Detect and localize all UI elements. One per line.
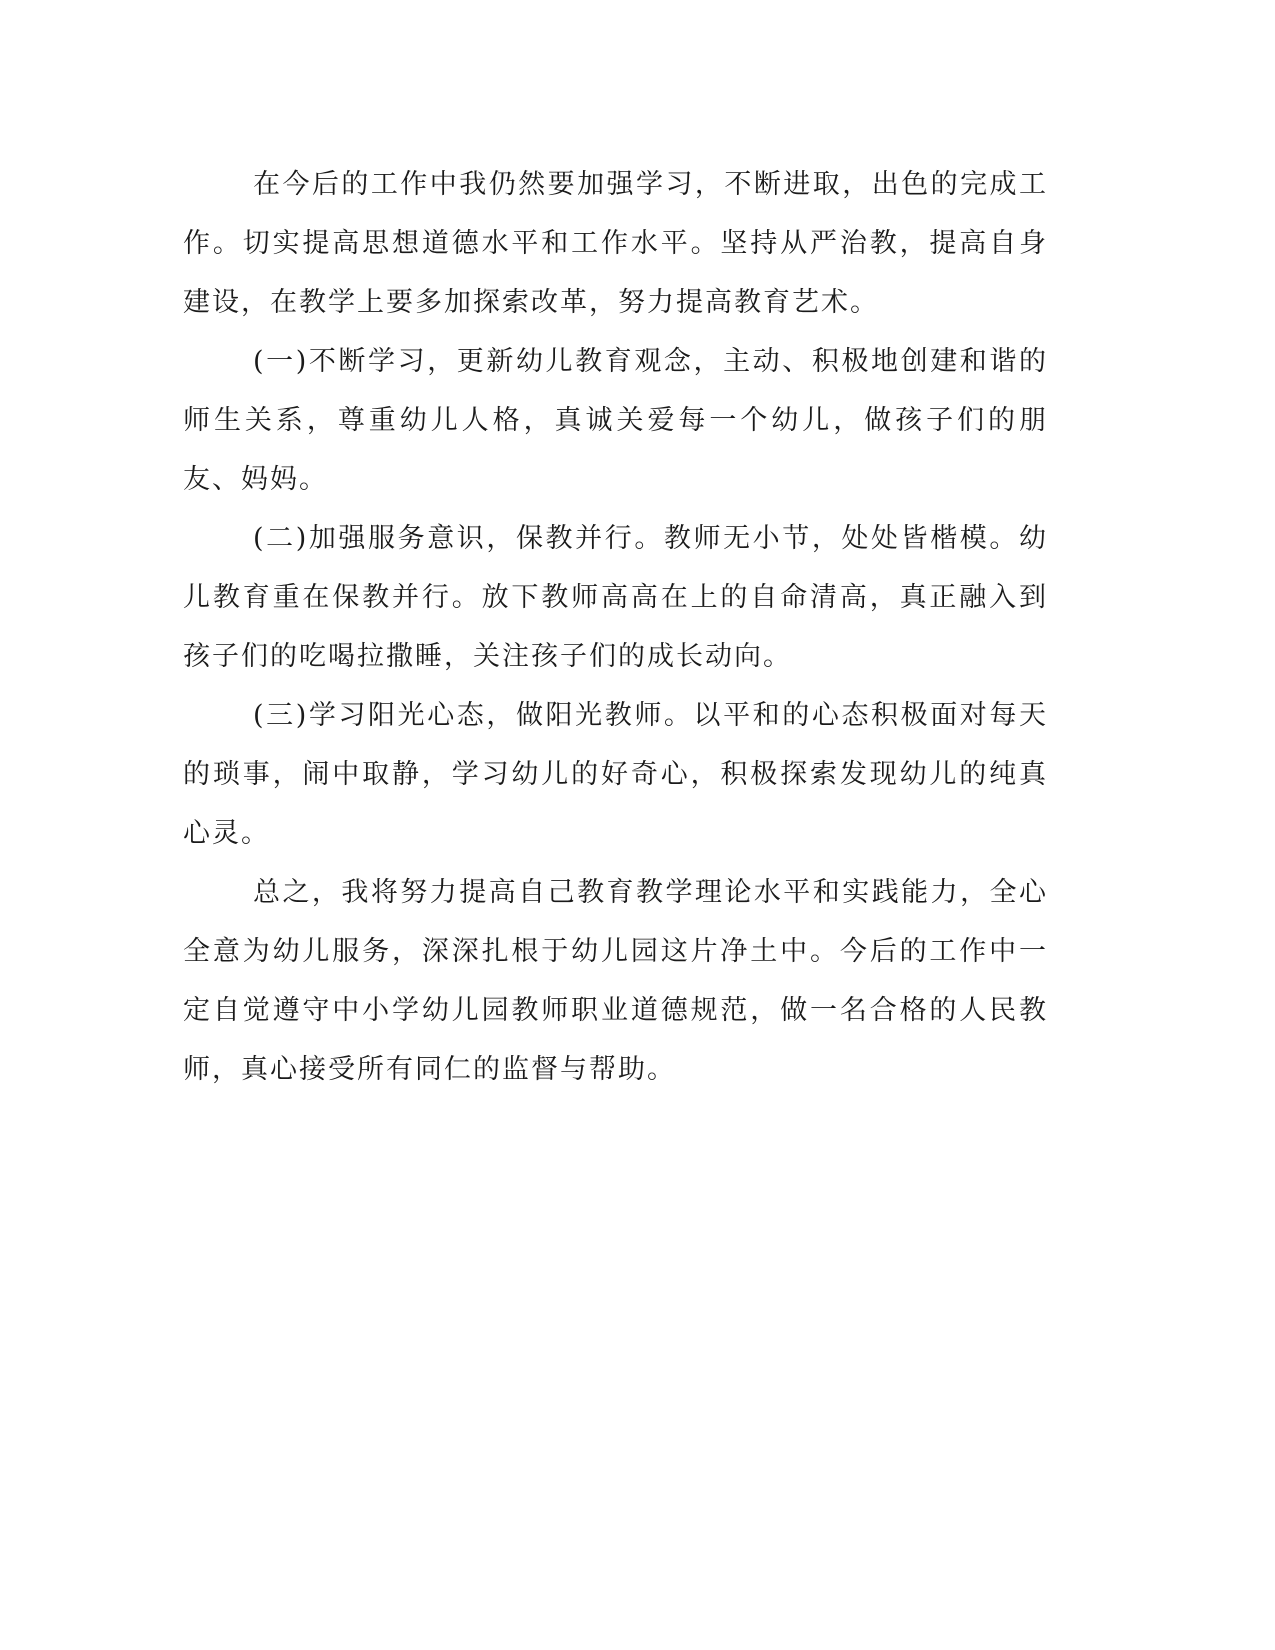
paragraph-intro: 在今后的工作中我仍然要加强学习，不断进取，出色的完成工作。切实提高思想道德水平和工作水平。坚持从严治教，提高自身建设，在教学上要多加探索改革，努力提高教育艺术。 — [183, 169, 1048, 318]
paragraph-conclusion: 总之，我将努力提高自己教育教学理论水平和实践能力，全心全意为幼儿服务，深深扎根于幼儿园这片净土中。今后的工作中一定自觉遵守中小学幼儿园教师职业道德规范，做一名合格的人民教师，真心接受所有同仁的监督与帮助。 — [183, 877, 1048, 1085]
paragraph-point-one: (一)不断学习，更新幼儿教育观念，主动、积极地创建和谐的师生关系，尊重幼儿人格，真诚关爱每一个幼儿，做孩子们的朋友、妈妈。 — [183, 346, 1048, 495]
paragraph-point-two: (二)加强服务意识，保教并行。教师无小节，处处皆楷模。幼儿教育重在保教并行。放下教师高高在上的自命清高，真正融入到孩子们的吃喝拉撒睡，关注孩子们的成长动向。 — [183, 523, 1048, 672]
document-body — [183, 155, 1048, 1099]
paragraph-point-three: (三)学习阳光心态，做阳光教师。以平和的心态积极面对每天的琐事，闹中取静，学习幼儿的好奇心，积极探索发现幼儿的纯真心灵。 — [183, 700, 1048, 849]
